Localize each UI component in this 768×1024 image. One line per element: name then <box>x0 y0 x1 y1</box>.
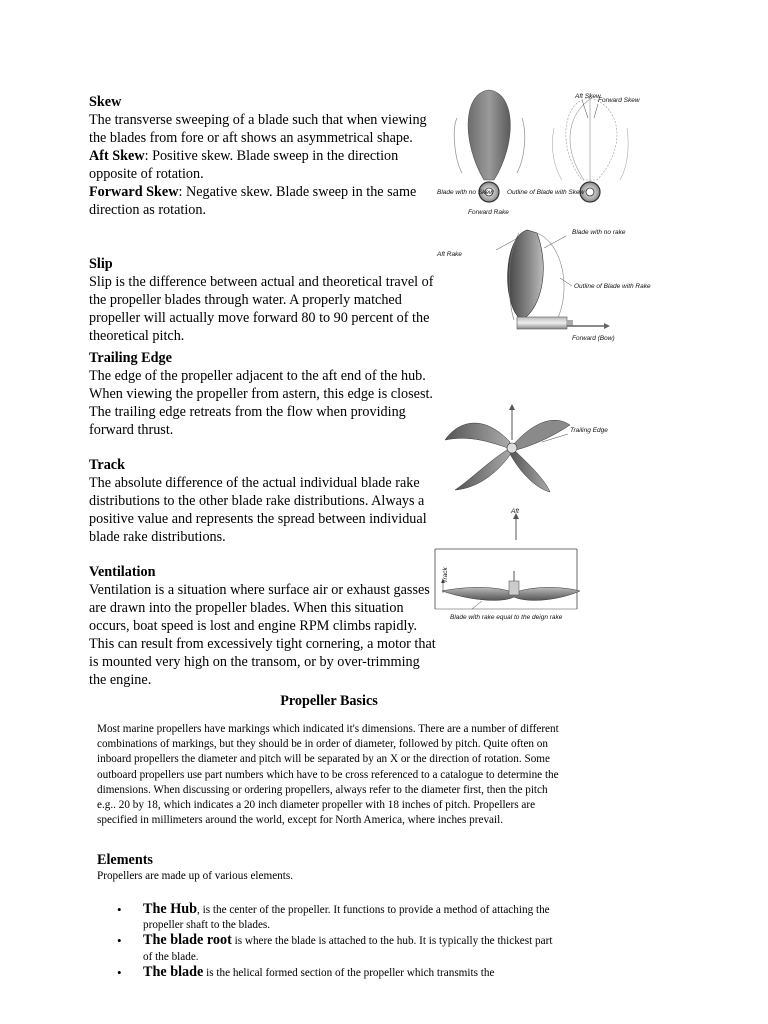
track-label: Track <box>442 567 449 583</box>
blade-rake-label: Blade with rake equal to the deign rake <box>450 614 563 621</box>
elements-intro: Propellers are made up of various elements. <box>97 870 294 882</box>
list-item: • The Hub, is the center of the propeller. It functions to provide a method of attaching the propeller shaft to the blades. <box>117 901 550 932</box>
forward-rake-label: Forward Rake <box>468 209 509 216</box>
ventilation-definition: Ventilation is a situation where surface air or exhaust gasses are drawn into the propeller blades. When this situation occurs, boat speed is lost and engine RPM climbs rapidly. This can result from excessively tight cornering, a motor that is mounted very high on the transom, or by over-trimming the engine. <box>89 582 436 688</box>
blade-no-rake-label: Blade with no rake <box>572 229 626 236</box>
rake-figure <box>432 208 651 348</box>
list-item: • The blade root is where the blade is attached to the hub. It is typically the thickest part of the blade. <box>117 932 553 963</box>
skew-heading: Skew <box>89 94 122 110</box>
elements-list <box>117 902 557 981</box>
track-aft-label: Aft <box>511 508 519 515</box>
track-heading: Track <box>89 457 125 473</box>
skew-section <box>89 93 439 219</box>
propeller-basics-text: Most marine propellers have markings which indicated it's dimensions. There are a number of different combinations of markings, but they should be in order of diameter, followed by pitch. Quite often on inboard propellers the diameter and pitch will be separated by an X or the direction of rotation. Some outboard propellers use part numbers which have to be cross referenced to a catalogue to determine the dimensions. When discussing or ordering propellers, always refer to the diameter first, then the pitch e.g.. 20 by 18, which indicates a 20 inch diameter propeller with 18 inches of pitch. Propellers are specified in millimeters around the world, except for North America, where inches prevail. <box>97 723 559 827</box>
trailing-edge-figure <box>440 400 610 495</box>
trailing-edge-label: Trailing Edge <box>570 427 608 434</box>
propeller-basics-title: Propeller Basics <box>280 693 378 709</box>
ventilation-section <box>89 563 439 689</box>
elements-heading: Elements <box>97 852 153 868</box>
forward-bow-label: Forward (Bow) <box>572 335 615 342</box>
track-definition: The absolute difference of the actual individual blade rake distributions to the other blade rake distributions. Always a positive value and represents the spread between individual blade rake distributions. <box>89 475 427 545</box>
slip-section <box>89 255 439 345</box>
aft-skew-label: Aft Skew <box>575 93 601 100</box>
track-figure <box>432 505 602 635</box>
forward-skew-label: Forward Skew <box>598 97 640 104</box>
skew-definition: The transverse sweeping of a blade such that when viewing the blades from fore or aft shows an asymmetrical shape. Aft Skew: Positive skew. Blade sweep in the direction opposite of rotation. Forward Skew: Negative skew. Blade sweep in the same direction as rotation. <box>89 112 427 218</box>
skew-figure <box>432 88 640 220</box>
outline-rake-label: Outline of Blade with Rake <box>574 283 651 290</box>
outline-skew-label: Outline of Blade with Skew <box>507 189 585 196</box>
aft-rake-label: Aft Rake <box>437 251 462 258</box>
slip-heading: Slip <box>89 256 113 272</box>
trailing-edge-definition: The edge of the propeller adjacent to the aft end of the hub. When viewing the propeller from astern, this edge is closest. The trailing edge retreats from the flow when providing forward thrust. <box>89 368 433 438</box>
trailing-edge-section <box>89 349 439 439</box>
blade-no-skew-label: Blade with no Skew <box>437 189 494 196</box>
ventilation-heading: Ventilation <box>89 564 156 580</box>
trailing-edge-heading: Trailing Edge <box>89 350 172 366</box>
list-item: • The blade is the helical formed section of the propeller which transmits the <box>117 963 495 980</box>
track-section <box>89 456 439 546</box>
slip-definition: Slip is the difference between actual and theoretical travel of the propeller blades through water. A properly matched propeller will actually move forward 80 to 90 percent of the theoretical pitch. <box>89 274 434 344</box>
